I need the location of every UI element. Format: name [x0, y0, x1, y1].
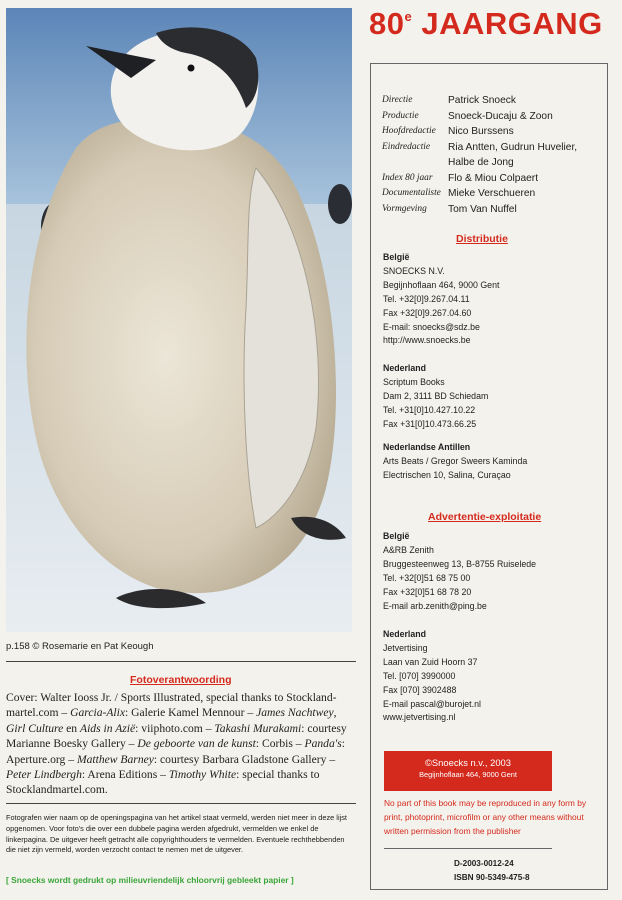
staff-row: Eindredactie Ria Antten, Gudrun Huvelier,	[382, 141, 578, 153]
cover-credits: Cover: Walter Iooss Jr. / Sports Illustrated, special thanks to Stockland-martel.com – Garcia-Alix: Galerie Kamel Mennour – James Nachtwey, Girl Culture en Aids in Azië: viiphoto.com – Takashi Murakami: courtesy Marianne Boesky Gallery – De geboorte van de kunst: Corbis – Panda's: Aperture.org – Matthew Barney: courtesy Barbara Gladstone Gallery – Peter Lindbergh: Arena Editions – Timothy White: special thanks to Stocklandmartel.com.	[6, 691, 347, 797]
publication-codes: D-2003-0012-24 ISBN 90-5349-475-8	[454, 859, 530, 882]
photo-credit: p.158 © Rosemarie en Pat Keough	[6, 641, 154, 652]
staff-row: Documentaliste Mieke Verschueren	[382, 188, 536, 199]
staff-row: Index 80 jaar Flo & Miou Colpaert	[382, 172, 539, 184]
disclaimer-text: Fotografen wier naam op de openingspagina van het artikel staat vermeld, werden niet meer in deze lijst opgenomen. Voor foto's die over een dubbele pagina werden afgedrukt, vermelden we enkel de linkerpagina. De uitgever heeft getracht alle copyrighthouders te vermelden. Eventuele rechthebbenden die niet zijn vermeld, worden verzocht contact te nemen met de uitgever.	[6, 813, 347, 855]
copyright-box: ©Snoecks n.v., 2003 Begijnhoflaan 464, 9000 Gent	[384, 751, 552, 791]
jaargang-heading: 80e JAARGANG	[369, 6, 603, 41]
rights-notice: No part of this book may be reproduced in any form by print, photoprint, microfilm or any other means without written permission from the publisher	[384, 798, 587, 836]
distributie-title: Distributie	[456, 233, 508, 245]
advertentie-title: Advertentie-exploitatie	[428, 511, 542, 523]
staff-list	[382, 93, 602, 217]
staff-row: Productie Snoeck-Ducaju & Zoon	[382, 110, 553, 122]
penguin-illustration	[6, 8, 352, 632]
divider	[6, 661, 356, 662]
divider	[6, 803, 356, 804]
staff-row: Vormgeving Tom Van Nuffel	[382, 203, 517, 215]
distributie-nederland: Nederland Scriptum Books Dam 2, 3111 BD Schiedam Tel. +31[0]10.427.10.22 Fax +31[0]10.473.66.25	[383, 363, 489, 429]
fotoverantwoording-title: Fotoverantwoording	[130, 674, 232, 686]
staff-row: Directie Patrick Snoeck	[382, 95, 516, 106]
advertentie-belgie: België A&RB Zenith Bruggesteenweg 13, B-8755 Ruiselede Tel. +32[0]51 68 75 00 Fax +32[0]51 68 78 20 E-mail arb.zenith@ping.be	[383, 531, 537, 611]
divider	[384, 848, 552, 849]
staff-row: Halbe de Jong	[448, 157, 514, 168]
advertentie-nederland: Nederland Jetvertising Laan van Zuid Hoorn 37 Tel. [070] 3990000 Fax [070] 3902488 E-mail pascal@burojet.nl www.jetvertising.nl	[383, 629, 481, 723]
distributie-belgie: België SNOECKS N.V. Begijnhoflaan 464, 9000 Gent Tel. +32[0]9.267.04.11 Fax +32[0]9.267.04.60 E-mail: snoecks@sdz.be http://www.snoecks.be	[383, 252, 500, 346]
paper-note: [ Snoecks wordt gedrukt op milieuvriendelijk chloorvrij gebleekt papier ]	[6, 875, 294, 885]
staff-row: Hoofdredactie Nico Burssens	[382, 126, 514, 137]
distributie-antillen: Nederlandse Antillen Arts Beats / Gregor Sweers Kaminda Electrischen 10, Salina, Curaçao	[383, 442, 528, 480]
penguin-photo	[6, 8, 352, 632]
